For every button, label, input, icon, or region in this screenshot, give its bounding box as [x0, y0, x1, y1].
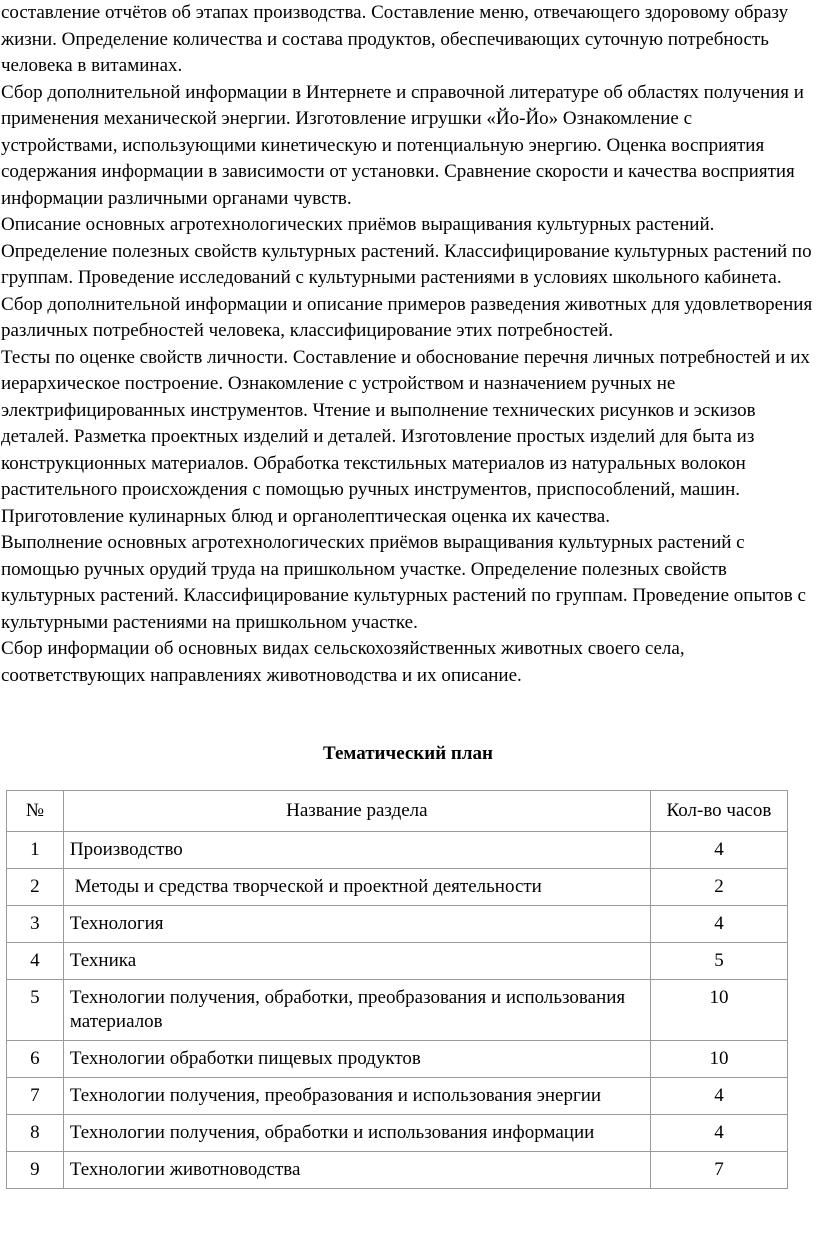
thematic-plan-table — [6, 790, 788, 1189]
row-number: 8 — [7, 1115, 64, 1152]
paragraph: Описание основных агротехнологических приёмов выращивания культурных растений. Определение полезных свойств культурных растений. Классифицирование культурных растений по группам. Проведение исследований с культурными растениями в условиях школьного кабинета. Сбор дополнительной информации и описание примеров разведения животных для удовлетворения различных потребностей человека, классифицирование этих потребностей. — [1, 214, 813, 341]
row-number: 2 — [7, 869, 64, 906]
table-row — [7, 980, 788, 1041]
body-text — [1, 0, 813, 689]
row-number: 4 — [7, 943, 64, 980]
table-row — [7, 1152, 788, 1189]
row-name: Технологии получения, обработки и использования информации — [63, 1115, 650, 1152]
column-header-name: Название раздела — [63, 791, 650, 832]
table-row — [7, 1078, 788, 1115]
row-hours: 7 — [650, 1152, 787, 1189]
paragraph: Выполнение основных агротехнологических приёмов выращивания культурных растений с помощью ручных орудий труда на пришкольном участке. Определение полезных свойств культурных растений. Классифицирование культурных растений по группам. Проведение опытов с культурными растениями на пришкольном участке. — [1, 532, 806, 633]
column-header-hours: Кол-во часов — [650, 791, 787, 832]
row-hours: 10 — [650, 1041, 787, 1078]
table-header-row — [7, 791, 788, 832]
paragraph: Приготовление кулинарных блюд и органолептическая оценка их качества. — [1, 505, 610, 527]
table-row — [7, 906, 788, 943]
row-name: Технологии получения, обработки, преобразования и использования материалов — [63, 980, 650, 1041]
row-name: Технологии обработки пищевых продуктов — [63, 1041, 650, 1078]
paragraph: Сбор информации об основных видах сельскохозяйственных животных своего села, соответствующих направлениях животноводства и их описание. — [1, 638, 685, 686]
row-name: Техника — [63, 943, 650, 980]
column-header-number: № — [7, 791, 64, 832]
table-row — [7, 1041, 788, 1078]
table-row — [7, 869, 788, 906]
row-hours: 4 — [650, 1078, 787, 1115]
table-row — [7, 1115, 788, 1152]
paragraph: Тесты по оценке свойств личности. Составление и обоснование перечня личных потребностей и их иерархическое построение. Ознакомление с устройством и назначением ручных не электрифицированных инструментов. Чтение и выполнение технических рисунков и эскизов деталей. Разметка проектных изделий и деталей. Изготовление простых изделий для быта из конструкционных материалов. Обработка текстильных материалов из натуральных волокон растительного происхождения с помощью ручных инструментов, приспособлений, машин. — [1, 346, 810, 500]
row-number: 1 — [7, 832, 64, 869]
paragraph: Сбор дополнительной информации в Интернете и справочной литературе об областях получения и применения механической энергии. Изготовление игрушки «Йо-Йо» Ознакомление с устройствами, использующими кинетическую и потенциальную энергию. Оценка восприятия содержания информации в зависимости от установки. Сравнение скорости и качества восприятия информации различными органами чувств. — [1, 81, 804, 209]
row-hours: 4 — [650, 906, 787, 943]
section-title: Тематический план — [323, 743, 493, 764]
row-number: 6 — [7, 1041, 64, 1078]
row-name: Методы и средства творческой и проектной деятельности — [63, 869, 650, 906]
row-hours: 4 — [650, 832, 787, 869]
row-hours: 10 — [650, 980, 787, 1041]
row-hours: 5 — [650, 943, 787, 980]
row-name: Технологии получения, преобразования и использования энергии — [63, 1078, 650, 1115]
row-hours: 2 — [650, 869, 787, 906]
table-row — [7, 832, 788, 869]
row-hours: 4 — [650, 1115, 787, 1152]
row-number: 9 — [7, 1152, 64, 1189]
table-row — [7, 943, 788, 980]
row-number: 3 — [7, 906, 64, 943]
row-name: Технологии животноводства — [63, 1152, 650, 1189]
row-number: 7 — [7, 1078, 64, 1115]
row-name: Технология — [63, 906, 650, 943]
row-number: 5 — [7, 980, 64, 1041]
row-name: Производство — [63, 832, 650, 869]
paragraph: составление отчётов об этапах производства. Составление меню, отвечающего здоровому образу жизни. Определение количества и состава продуктов, обеспечивающих суточную потребность человека в витаминах. — [1, 2, 789, 76]
